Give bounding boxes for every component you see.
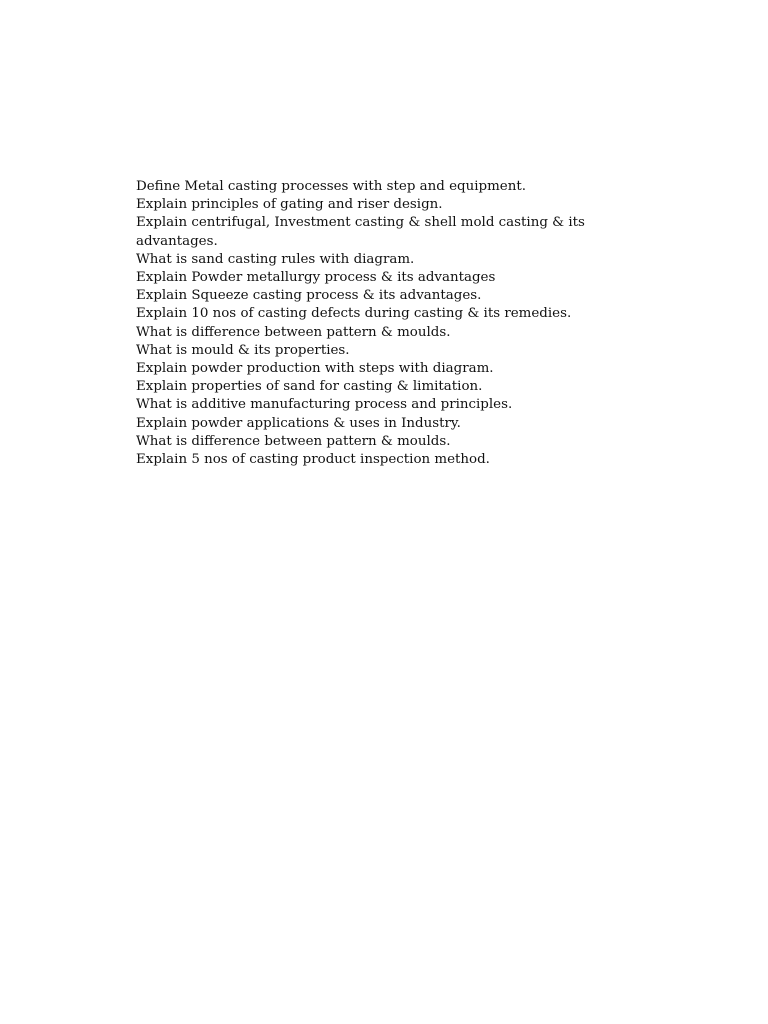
question-item: What is mould & its properties.	[136, 342, 350, 358]
question-item: Explain centrifugal, Investment casting & shell mold casting & its advantages.	[136, 215, 585, 249]
question-item: Explain 10 nos of casting defects during casting & its remedies.	[136, 306, 572, 322]
question-item: What is sand casting rules with diagram.	[136, 251, 415, 267]
question-item: What is difference between pattern & moulds.	[136, 324, 451, 340]
question-item: Explain 5 nos of casting product inspection method.	[136, 452, 490, 468]
question-item: Explain principles of gating and riser design.	[136, 197, 443, 213]
question-item: Explain Squeeze casting process & its advantages.	[136, 288, 482, 304]
question-item: Explain properties of sand for casting & limitation.	[136, 379, 483, 395]
question-item: What is difference between pattern & moulds.	[136, 433, 451, 449]
question-item: Explain powder applications & uses in Industry.	[136, 415, 461, 431]
question-item: What is additive manufacturing process and principles.	[136, 397, 513, 413]
question-item: Define Metal casting processes with step and equipment.	[136, 179, 526, 194]
question-item: Explain Powder metallurgy process & its advantages	[136, 270, 496, 286]
question-item: Explain powder production with steps with diagram.	[136, 361, 494, 377]
question-list	[136, 178, 636, 469]
